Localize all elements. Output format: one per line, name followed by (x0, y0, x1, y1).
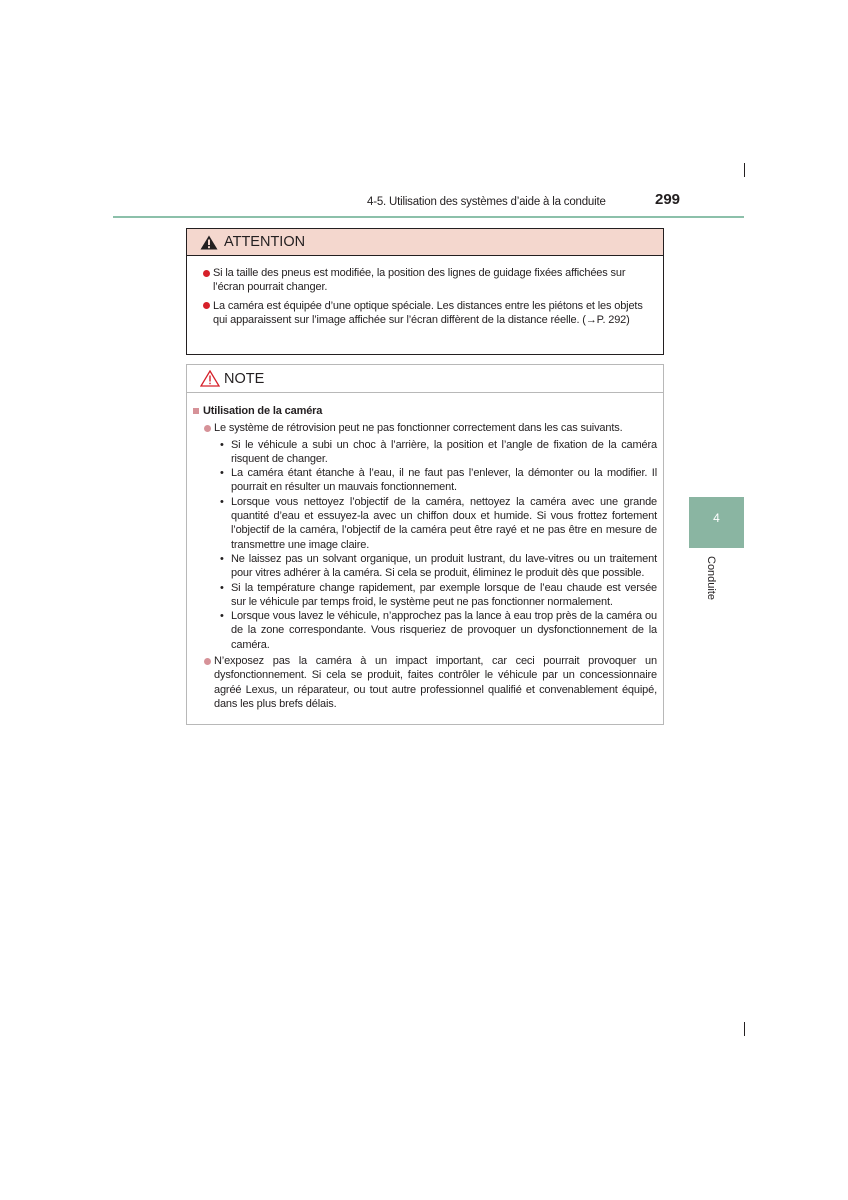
sub-list-item (219, 609, 657, 652)
bullet-icon (204, 425, 211, 432)
bullet-icon (203, 270, 210, 277)
sub-bullet-icon: • (220, 552, 224, 565)
caution-outline-icon (200, 370, 220, 387)
list-item-text: N’exposez pas la caméra à un impact important, car ceci pourrait provoquer un dysfonctionnement. Si cela se produit, faites contrôler le véhicule par un concessionnaire agréé Lexus, un réparateur, ou tout autre professionnel qualifié et convenablement équipé, dans les plus brefs délais. (214, 655, 657, 710)
section-heading-text: Utilisation de la caméra (203, 405, 323, 417)
warning-icon (200, 235, 218, 250)
crop-mark-top (744, 163, 745, 177)
sub-list-item-text: Ne laissez pas un solvant organique, un produit lustrant, du lave-vitres ou un traitement pour vitres adhérer à la caméra. Si cela se produit, éliminez le produit dès que possible. (231, 552, 657, 580)
header-rule (113, 216, 744, 218)
list-item-text: Le système de rétrovision peut ne pas fonctionner correctement dans les cas suivants. (214, 422, 623, 435)
list-item (204, 654, 657, 711)
sub-bullet-icon: • (220, 467, 224, 480)
crop-mark-bottom (744, 1022, 745, 1036)
sub-bullet-icon: • (220, 581, 224, 594)
page-number: 299 (655, 191, 681, 208)
sub-bullet-icon: • (220, 610, 224, 623)
chapter-tab (689, 497, 744, 548)
sub-list-item-text: Si le véhicule a subi un choc à l’arrière, la position et l’angle de fixation de la caméra risquent de changer. (231, 438, 657, 465)
running-header: 4-5. Utilisation des systèmes d’aide à la conduite (367, 196, 606, 208)
list-item (203, 299, 657, 328)
chapter-label: Conduite (705, 556, 717, 601)
sub-list-item-text: Lorsque vous lavez le véhicule, n’approchez pas la lance à eau trop près de la caméra ou de la zone correspondante. Vous risqueriez de provoquer un dysfonctionnement de la caméra. (231, 610, 657, 651)
sub-list-item (219, 552, 657, 581)
sub-list-item (219, 438, 657, 467)
sub-list-item-text: La caméra étant étanche à l’eau, il ne faut pas l’enlever, la démonter ou la modifier. Il pourrait en résulter un mauvais fonctionnement. (231, 467, 657, 494)
note-header (187, 365, 663, 393)
attention-title: ATTENTION (224, 234, 306, 250)
sub-list-item (219, 466, 657, 495)
attention-box (186, 228, 664, 355)
sub-bullet-icon: • (220, 438, 224, 451)
bullet-icon (203, 302, 210, 309)
section-heading (193, 404, 657, 418)
sub-list-item-text: Lorsque vous nettoyez l’objectif de la caméra, nettoyez la caméra avec une grande quantité d’eau et essuyez-la avec un chiffon doux et humide. Si vous frottez fortement l’objectif de la caméra, l’objectif de la caméra peut être rayé et ne pas être en mesure de transmettre une image claire. (231, 495, 657, 551)
attention-list (187, 256, 663, 327)
bullet-icon (204, 658, 211, 665)
square-bullet-icon (193, 408, 199, 414)
list-item-text: La caméra est équipée d’une optique spéciale. Les distances entre les piétons et les objets qui apparaissent sur l’image affichée sur l’écran diffèrent de la distance réelle. (→P. 292) (213, 299, 643, 326)
list-item (204, 421, 657, 435)
list-item (203, 266, 657, 295)
note-content (187, 393, 663, 711)
attention-header (187, 229, 663, 256)
sub-list-item-text: Si la température change rapidement, par exemple lorsque de l’eau chaude est versée sur le véhicule par temps froid, le système peut ne pas fonctionner normalement. (231, 581, 657, 608)
sub-bullet-icon: • (220, 495, 224, 508)
sub-list-item (219, 581, 657, 610)
sub-list-item (219, 495, 657, 552)
note-title: NOTE (224, 370, 265, 387)
list-item-text: Si la taille des pneus est modifiée, la position des lignes de guidage fixées affichées sur l’écran pourrait changer. (213, 267, 626, 294)
note-box (186, 364, 664, 725)
note-list (193, 421, 657, 711)
chapter-number: 4 (713, 511, 720, 525)
sub-list (204, 438, 657, 652)
